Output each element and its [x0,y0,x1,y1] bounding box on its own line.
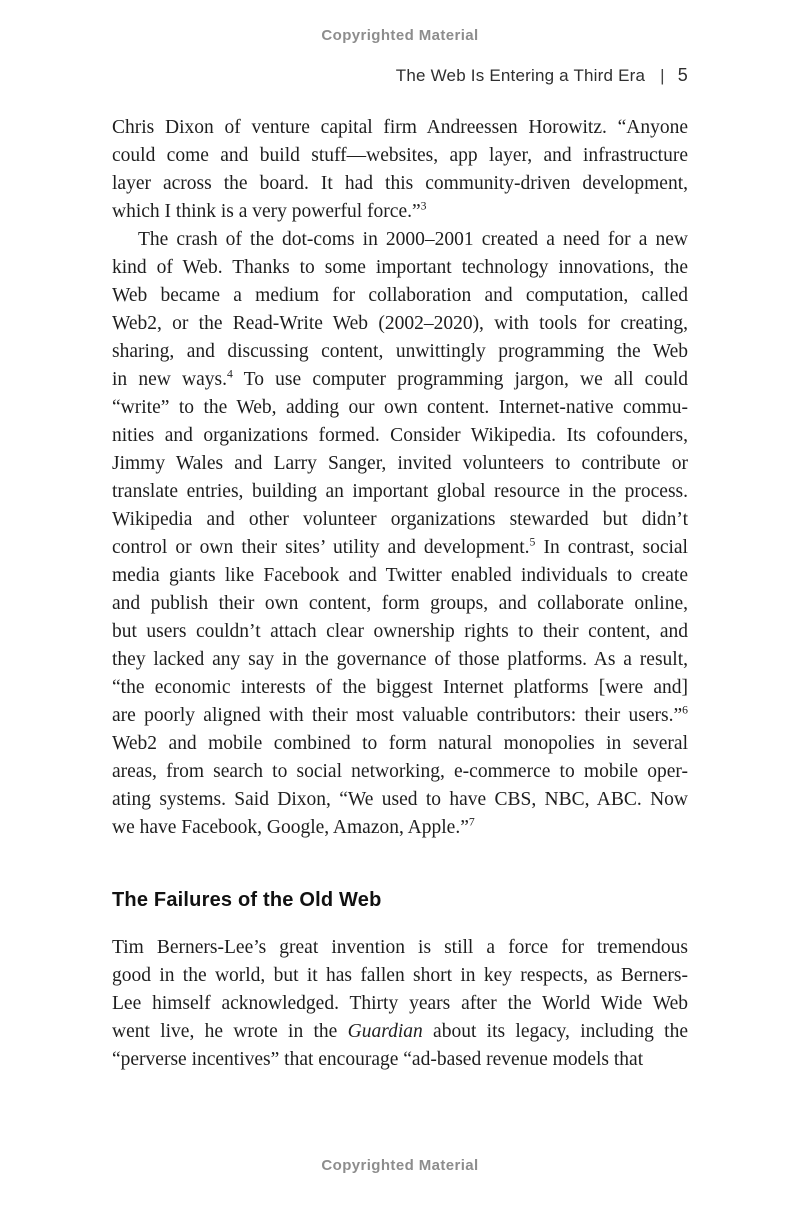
text-line: The crash of the dot-coms in 2000–2001 created a need for a new [138,229,688,250]
text-line: sharing, and discussing content, unwittingly programming the Web [112,341,688,362]
text-line: Web2, or the Read-Write Web (2002–2020), with tools for creating, [112,313,688,334]
paragraph [112,114,688,226]
section-heading: The Failures of the Old Web [112,889,382,911]
text-line: they lacked any say in the governance of those platforms. As a result, [112,649,688,670]
paragraph [112,934,688,1074]
text-line: layer across the board. It had this community-driven development, [112,173,688,194]
copyright-watermark-bottom: Copyrighted Material [321,1157,479,1174]
text-line: but users couldn’t attach clear ownership rights to their content, and [112,621,688,642]
text-line: Chris Dixon of venture capital firm Andreessen Horowitz. “Anyone [112,117,688,138]
text-line: translate entries, building an important global resource in the process. [112,481,688,502]
text-line: Web2 and mobile combined to form natural monopolies in several [112,733,688,754]
text-line: control or own their sites’ utility and development.$^5$ In contrast, social [112,535,688,558]
running-head-title: The Web Is Entering a Third Era [395,66,646,85]
text-line: “perverse incentives” that encourage “ad-based revenue models that [112,1049,644,1070]
text-line: and publish their own content, form groups, and collaborate online, [112,593,688,614]
text-line: kind of Web. Thanks to some important technology innovations, the [112,257,688,278]
text-line: Jimmy Wales and Larry Sanger, invited volunteers to contribute or [112,453,688,474]
text-line: Wikipedia and other volunteer organizations stewarded but didn’t [112,509,688,530]
running-head-separator: | [660,66,665,85]
text-line: “write” to the Web, adding our own content. Internet-native commu- [112,397,688,418]
paragraph [112,226,688,842]
text-line: which I think is a very powerful force.”$^3$ [112,199,427,222]
running-head [112,65,688,86]
copyright-watermark-top: Copyrighted Material [321,27,479,44]
text-line: we have Facebook, Google, Amazon, Apple.”$^7$ [112,815,475,838]
text-line: Lee himself acknowledged. Thirty years after the World Wide Web [112,993,688,1014]
text-line: Web became a medium for collaboration and computation, called [112,285,688,306]
page-number: 5 [677,65,688,85]
body-text [112,114,688,1074]
text-line: “the economic interests of the biggest Internet platforms [were and] [112,677,688,698]
text-line: in new ways.$^4$ To use computer programming jargon, we all could [112,367,688,390]
text-line: media giants like Facebook and Twitter enabled individuals to create [112,565,688,586]
text-line: ating systems. Said Dixon, “We used to have CBS, NBC, ABC. Now [112,789,688,810]
text-line: are poorly aligned with their most valuable contributors: their users.”$^6$ [112,703,688,726]
text-line: good in the world, but it has fallen short in key respects, as Berners- [112,965,688,986]
text-line: Tim Berners-Lee’s great invention is still a force for tremendous [112,937,688,958]
text-line: could come and build stuff—websites, app layer, and infrastructure [112,145,688,166]
text-line: areas, from search to social networking, e-commerce to mobile oper- [112,761,688,782]
text-line: went live, he wrote in the Guardian about its legacy, including the [112,1021,688,1042]
text-line: nities and organizations formed. Consider Wikipedia. Its cofounders, [112,425,688,446]
